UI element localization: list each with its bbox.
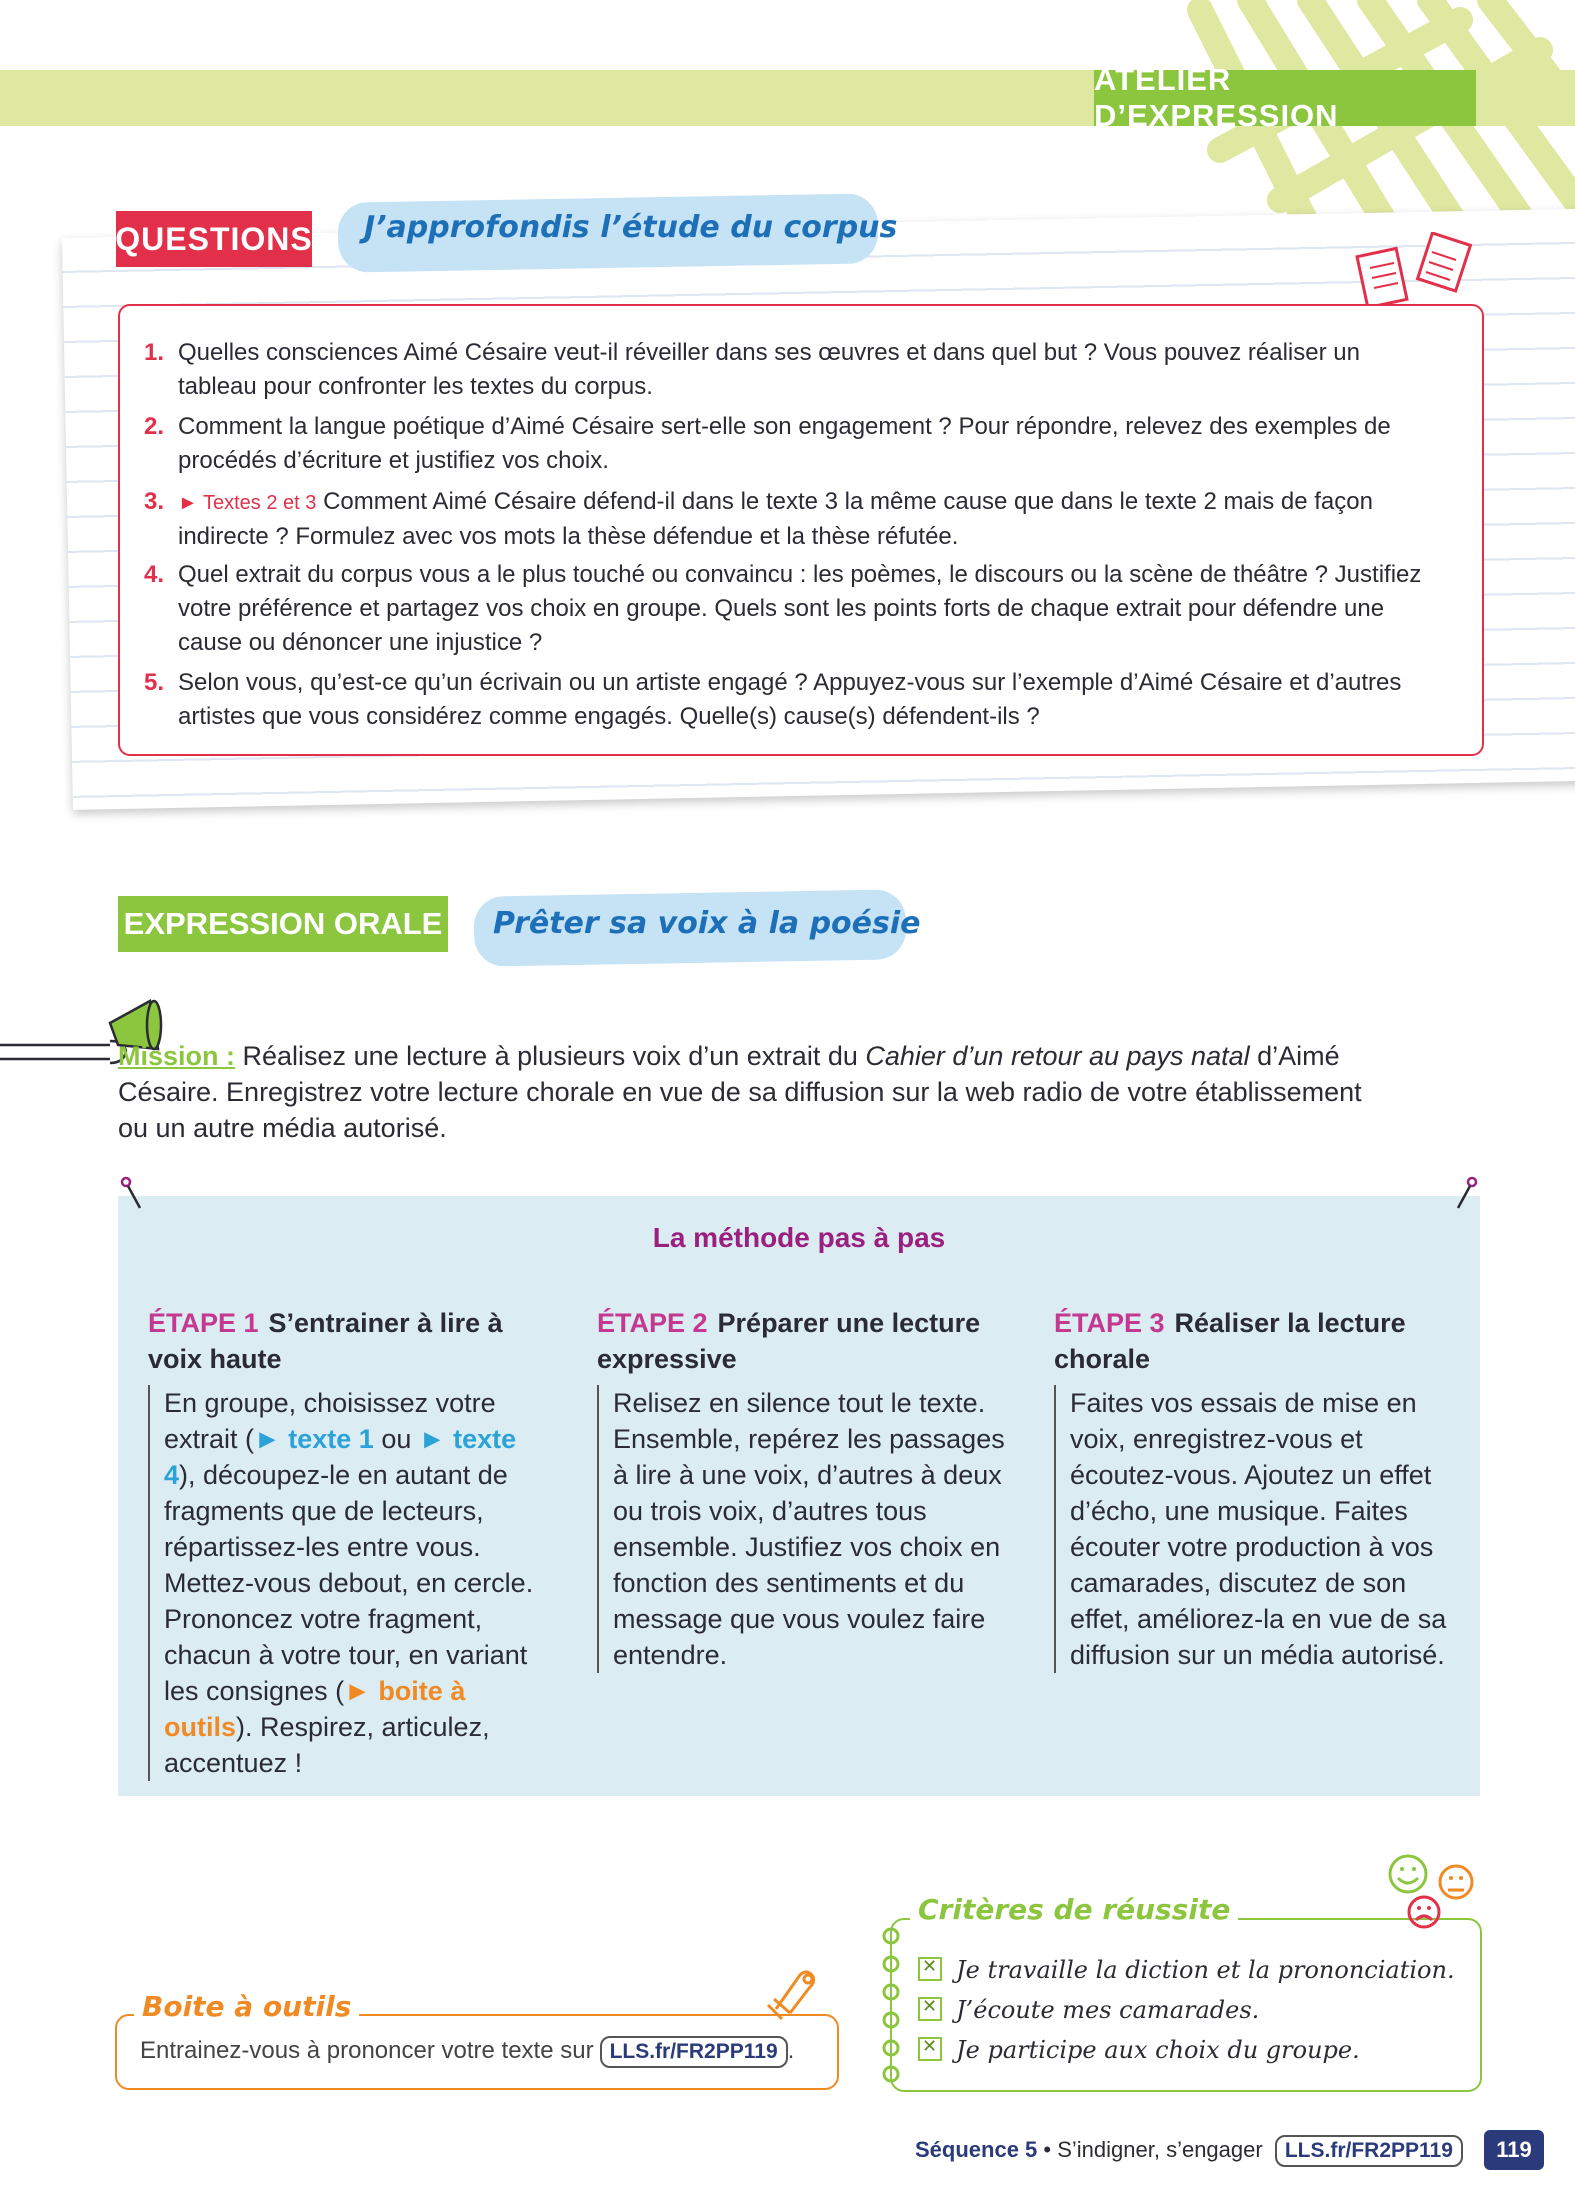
criteria-item xyxy=(918,1996,1259,2024)
questions-title: J’approfondis l’étude du corpus xyxy=(364,210,898,245)
text-link[interactable]: ► texte 4 xyxy=(164,1424,517,1490)
checkbox-icon xyxy=(918,2037,942,2061)
question-text: Comment la langue poétique d’Aimé Césaire sert-elle son engagement ? Pour répondre, relevez des exemples de procédés d’écriture et justifiez vos choix. xyxy=(178,413,1391,474)
toolbox-instruction: Entrainez-vous à prononcer votre texte sur xyxy=(140,2037,594,2064)
method-step-3 xyxy=(1054,1305,1466,1673)
mission-book-title: Cahier d’un retour au pays natal xyxy=(865,1041,1250,1071)
question-number: 1. xyxy=(144,339,165,366)
step-title: Réaliser la lecture chorale xyxy=(1054,1308,1406,1374)
page-number: 119 xyxy=(1484,2130,1544,2170)
question-text: Quel extrait du corpus vous a le plus touché ou convaincu : les poèmes, le discours ou la scène de théâtre ? Justifiez votre préférence et partagez vos choix en groupe. Quels sont les points forts de chaque extrait pour défendre une cause ou dénoncer une injustice ? xyxy=(178,561,1422,656)
spiral-binding-icon xyxy=(874,1924,908,2084)
mission-text: Réalisez une lecture à plusieurs voix d’un extrait du xyxy=(235,1041,866,1071)
mission-label: Mission : xyxy=(118,1041,236,1071)
questions-label: QUESTIONS xyxy=(116,211,312,267)
question-item xyxy=(144,558,1444,660)
toolbox-title: Boite à outils xyxy=(134,1990,359,2023)
checkbox-icon xyxy=(918,1957,942,1981)
step-body xyxy=(148,1385,548,1781)
footer-separator: • xyxy=(1037,2137,1058,2162)
step-number: ÉTAPE 1 xyxy=(148,1308,259,1338)
questions-box xyxy=(118,304,1484,756)
question-number: 4. xyxy=(144,561,165,588)
method-step-2 xyxy=(597,1305,1017,1673)
footer xyxy=(915,2135,1463,2167)
question-item xyxy=(144,485,1444,554)
method-title: La méthode pas à pas xyxy=(652,1222,946,1253)
criteria-text: J’écoute mes camarades. xyxy=(956,1996,1260,2024)
toolbox-url-link[interactable]: LLS.fr/FR2PP119 xyxy=(600,2036,788,2068)
section-tag: ATELIER D’EXPRESSION xyxy=(1094,70,1476,126)
step-title: S’entrainer à lire à voix haute xyxy=(148,1308,503,1374)
step-number: ÉTAPE 2 xyxy=(597,1308,708,1338)
footer-url-link[interactable]: LLS.fr/FR2PP119 xyxy=(1275,2135,1463,2167)
text-link[interactable]: ► texte 1 xyxy=(254,1424,374,1454)
footer-topic: S’indigner, s’engager xyxy=(1057,2137,1263,2162)
criteria-item xyxy=(918,2036,1360,2064)
step-number: ÉTAPE 3 xyxy=(1054,1308,1165,1338)
mission-text: d’Aimé Césaire. Enregistrez votre lecture chorale en vue de sa diffusion sur la web radio de votre établissement ou un autre média autorisé. xyxy=(118,1041,1362,1143)
question-number: 3. xyxy=(144,488,165,515)
step-body: Relisez en silence tout le texte. Ensemble, repérez les passages à lire à une voix, d’autres à deux ou trois voix, d’autres tous ensemble. Justifiez vos choix en fonction des sentiments et du message que vous voulez faire entendre. xyxy=(597,1385,1017,1673)
question-text: Quelles consciences Aimé Césaire veut-il réveiller dans ses œuvres et dans quel but ? Vous pouvez réaliser un tableau pour confronter les textes du corpus. xyxy=(178,339,1360,400)
question-item xyxy=(144,336,1444,404)
criteria-title: Critères de réussite xyxy=(910,1893,1238,1926)
pin-icon xyxy=(118,1176,148,1214)
toolbox-text xyxy=(140,2036,794,2068)
expression-title: Prêter sa voix à la poésie xyxy=(493,906,921,941)
step-text: ou xyxy=(373,1424,419,1454)
criteria-item xyxy=(918,1956,1455,1984)
question-reference: ► Textes 2 et 3 xyxy=(178,492,317,514)
question-number: 2. xyxy=(144,413,165,440)
question-item xyxy=(144,666,1444,734)
smileys-icon xyxy=(1376,1850,1486,1932)
criteria-text: Je participe aux choix du groupe. xyxy=(956,2036,1360,2064)
pin-icon xyxy=(1450,1176,1480,1214)
step-title: Préparer une lecture expressive xyxy=(597,1308,981,1374)
question-text: Comment Aimé Césaire défend-il dans le texte 3 la même cause que dans le texte 2 mais de façon indirecte ? Formulez avec vos mots la thèse défendue et la thèse réfutée. xyxy=(178,488,1373,550)
footer-sequence: Séquence 5 xyxy=(915,2137,1038,2162)
step-body: Faites vos essais de mise en voix, enregistrez-vous et écoutez-vous. Ajoutez un effet d’écho, une musique. Faites écouter votre production à vos camarades, discutez de son effet, améliorez-la en vue de sa diffusion sur un média autorisé. xyxy=(1054,1385,1466,1673)
toolbox-link[interactable]: ► boite à outils xyxy=(164,1676,466,1742)
question-number: 5. xyxy=(144,669,165,696)
step-text: ), découpez-le en autant de fragments que de lecteurs, répartissez-les entre vous. Mettez-vous debout, en cercle. Prononcez votre fragment, chacun à votre tour, en variant les consignes ( xyxy=(164,1460,534,1706)
toolbox-suffix: . xyxy=(787,2037,795,2064)
question-text: Selon vous, qu’est-ce qu’un écrivain ou un artiste engagé ? Appuyez-vous sur l’exemple d’Aimé Césaire et d’autres artistes que vous considérez comme engagés. Quelle(s) cause(s) défendent-ils ? xyxy=(178,669,1402,730)
mission-statement xyxy=(118,1038,1368,1146)
paperclip-icon xyxy=(762,1965,824,2023)
criteria-text: Je travaille la diction et la prononciation. xyxy=(956,1956,1455,1984)
question-item xyxy=(144,410,1444,478)
step-text: ). Respirez, articulez, accentuez ! xyxy=(164,1712,490,1778)
step-text: En groupe, choisissez votre extrait ( xyxy=(164,1388,496,1454)
checkbox-icon xyxy=(918,1997,942,2021)
expression-label: EXPRESSION ORALE xyxy=(118,896,448,952)
method-step-1 xyxy=(148,1305,548,1781)
